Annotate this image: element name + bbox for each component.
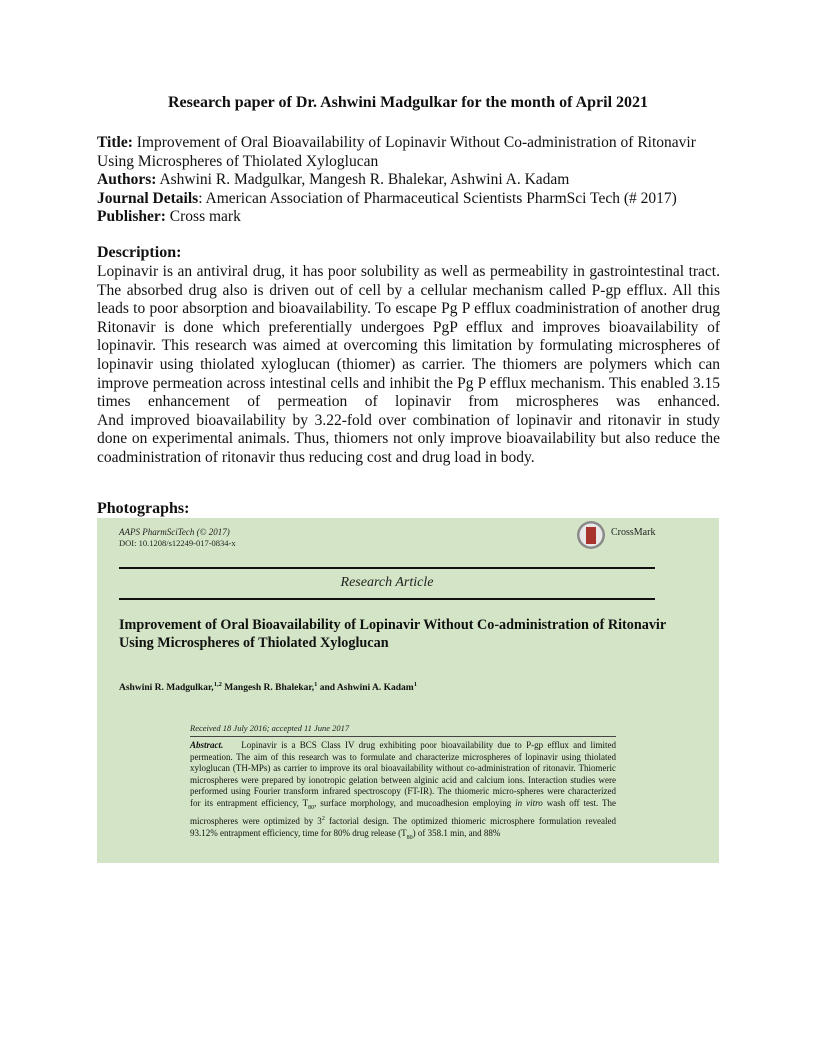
journal-line <box>97 190 722 209</box>
paper-authors <box>119 681 417 693</box>
abstract-text-5: ) of 358.1 min, and 88% <box>412 827 501 838</box>
authors-label: Authors: <box>97 171 157 188</box>
author-2: Mangesh R. Bhalekar, <box>221 683 315 694</box>
description-body <box>97 263 720 468</box>
authors-line <box>97 171 722 190</box>
authors-value: Ashwini R. Madgulkar, Mangesh R. Bhalekar, Ashwini A. Kadam <box>159 171 570 188</box>
description-paragraph-2: And improved bioavailability by 3.22-fold over combination of lopinavir and ritonavir in study done on experimental animals. Thus, thiomers not only improve bioavailability but also reduce the coadministration of ritonavir thus reducing cost and drug load in body. <box>97 411 720 466</box>
abstract-text-1: Lopinavir is a BCS Class IV drug exhibiting poor bioavailability due to P-gp efflux and limited permeation. The aim of this research was to formulate and characterize microspheres of lopinavir using thiolated xyloglucan (TH-MPs) as carrier to improve its oral bioavailability without co-administration of ritonavir. Thiomeric microspheres were prepared by ionotropic gelation between alginic acid and calcium ions. Interaction studies were performed using Fourier transform infrared spectroscopy (FT-IR). The thiomeric micro-spheres were characterized for its entrapment efficiency, T <box>190 740 616 808</box>
journal-name: AAPS PharmSciTech (© 2017) <box>119 527 230 537</box>
journal-label: Journal Details <box>97 190 199 207</box>
crossmark-icon <box>576 520 606 550</box>
abstract-label: Abstract. <box>190 740 224 750</box>
title-value: Improvement of Oral Bioavailability of Lopinavir Without Co-administration of Ritonavir Using Microspheres of Thiolated Xyloglucan <box>97 134 696 170</box>
abstract-italic: in vitro <box>515 797 543 808</box>
abstract-sub-1: 80 <box>308 804 315 811</box>
author-1-affiliation: 1,2 <box>213 681 222 688</box>
photographs-heading: Photographs: <box>97 500 190 517</box>
article-type: Research Article <box>340 575 434 590</box>
abstract-sup: 2 <box>321 816 325 823</box>
author-1: Ashwini R. Madgulkar, <box>119 683 214 694</box>
doi: DOI: 10.1208/s12249-017-0834-x <box>119 538 236 548</box>
publisher-value: Cross mark <box>169 208 241 225</box>
page-heading: Research paper of Dr. Ashwini Madgulkar for the month of April 2021 <box>167 94 649 111</box>
paper-title: Improvement of Oral Bioavailability of Lopinavir Without Co-administration of Ritonavir Using Microspheres of Thiolated Xyloglucan <box>119 617 666 651</box>
abstract-sub-2: 80 <box>406 834 413 841</box>
title-label: Title: <box>97 134 133 151</box>
publisher-label: Publisher: <box>97 208 166 225</box>
paper-photograph <box>97 518 719 863</box>
abstract <box>190 740 616 844</box>
description-paragraph-1: Lopinavir is an antiviral drug, it has poor solubility as well as permeability in gastrointestinal tract. The absorbed drug also is driven out of cell by a cellular mechanism called P-gp efflux. All this leads to poor absorption and bioavailability. To escape Pg P efflux coadministration of another drug Ritonavir is done which preferentially undergoes PgP efflux and improves bioavailability of lopinavir. This research was aimed at overcoming this limitation by formulating microspheres of lopinavir using thiolated xyloglucan (thiomer) as carrier. The thiomers are polymers which can improve permeation across intestinal cells and inhibit the Pg P efflux mechanism. This enabled 3.15 times enhancement of permeation of lopinavir from microspheres was enhanced. <box>97 263 720 411</box>
top-rule <box>119 567 655 569</box>
title-line <box>97 134 722 171</box>
abstract-divider <box>190 736 616 737</box>
crossmark-label: CrossMark <box>611 527 656 538</box>
bottom-rule <box>119 598 655 600</box>
journal-value: : American Association of Pharmaceutical Scientists PharmSci Tech (# 2017) <box>198 190 677 207</box>
abstract-text-3: wash off test. The microspheres were optimized by 3 <box>190 797 617 827</box>
abstract-text-4: factorial design. The optimized thiomeric microsphere formulation revealed 93.12% entrapment efficiency, time for 80% drug release (T <box>190 816 616 838</box>
received-date: Received 18 July 2016; accepted 11 June 2017 <box>190 723 350 733</box>
author-2-affiliation: 1 <box>314 681 318 688</box>
publisher-line <box>97 208 722 227</box>
author-3: and Ashwini A. Kadam <box>317 683 414 694</box>
description-heading: Description: <box>97 244 182 261</box>
author-3-affiliation: 1 <box>413 681 417 688</box>
abstract-text-2: , surface morphology, and mucoadhesion employing <box>314 797 516 808</box>
